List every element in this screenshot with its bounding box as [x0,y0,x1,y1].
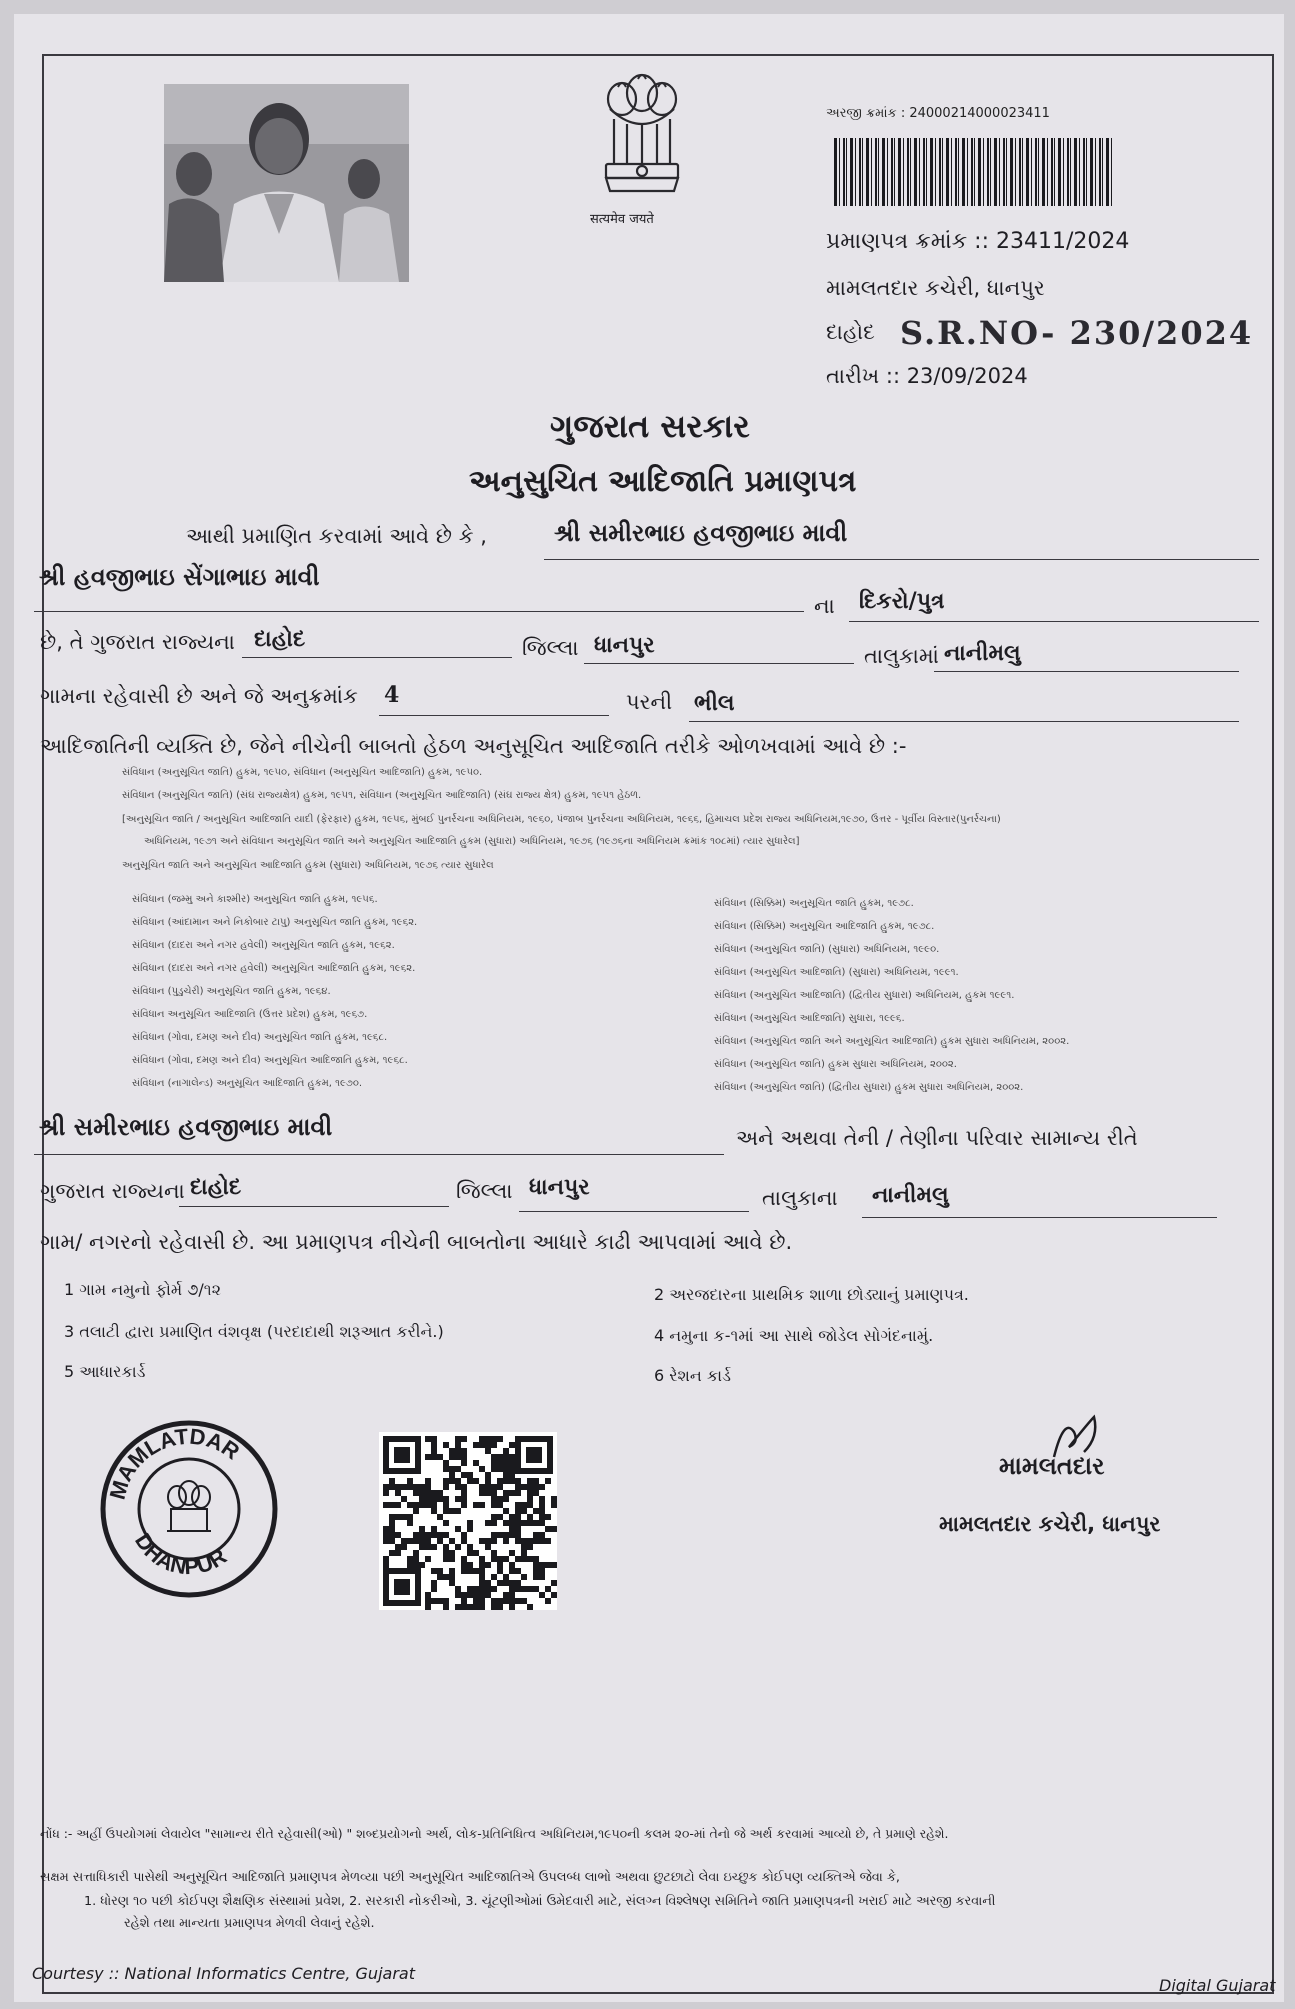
residence-village-underline [862,1217,1217,1218]
order-right-7: સંવિધાન (અનુસૂચિત જાતિ અને અનુસૂચિત આદિજાતિ) હુકમ સુધારા અધિનિયમ, ૨૦૦૨. [714,1036,1070,1047]
certificate-page [14,14,1284,2002]
residence-district-underline [179,1206,449,1207]
signature-office: મામલતદાર કચેરી, ધાનપુર [939,1512,1161,1536]
serial-suffix: પરની [626,690,673,714]
svg-text:DHANPUR [130,1529,231,1579]
taluka-underline [584,663,854,664]
note-validity: રહેશે તથા માન્યતા પ્રમાણપત્ર મેળવી લેવાનું રહેશે. [124,1916,375,1931]
residence-state-prefix: ગુજરાત રાજ્યના [40,1179,185,1203]
applicant-name: શ્રી સમીરભાઇ હવજીભાઇ માવી [554,518,848,547]
barcode [834,138,1114,206]
document-item-1: 1 ગામ નમુનો ફોર્મ ૭/૧૨ [64,1280,222,1299]
district-line: દાહોદ [826,320,875,344]
order-left-7: સંવિધાન (ગોવા, દમણ અને દીવ) અનુસૂચિત જાતિ હુકમ, ૧૯૬૮. [132,1032,388,1043]
order-right-2: સંવિધાન (સિક્કિમ) અનુસૂચિત આદિજાતિ હુકમ, ૧૯૭૮. [714,921,935,932]
village-value: નાનીમલુ [944,640,1021,666]
order-right-9: સંવિધાન (અનુસૂચિત જાતિ) (દ્વિતીય સુધારા) હુકમ સુધારા અધિનિયમ, ૨૦૦૨. [714,1082,1024,1093]
relation-prefix: ના [814,594,835,618]
footer-courtesy: Courtesy :: National Informatics Centre, Gujarat [32,1964,415,1983]
father-name-underline [34,611,804,612]
residence-name-underline [34,1154,724,1155]
order-left-3: સંવિધાન (દાદરા અને નગર હવેલી) અનુસૂચિત જાતિ હુકમ, ૧૯૬૨. [132,940,395,951]
order-line-1: સંવિધાન (અનુસૂચિત જાતિ) હુકમ, ૧૯૫૦, સંવિધાન (અનુસૂચિત આદિજાતિ) હુકમ, ૧૯૫૦. [122,767,483,778]
applicant-name-underline [544,559,1259,560]
note-benefits-list: 1. ધોરણ ૧૦ પછી કોઈપણ શૈક્ષણિક સંસ્થામાં પ્રવેશ, 2. સરકારી નોકરીઓ, 3. ચૂંટણીઓમાં ઉમેદવારી માટે, સંલગ્ન વિશ્લેષણ સમિતિને જાતિ પ્રમાણપત્રની ખરાઈ માટે અરજી કરવાની [84,1894,996,1909]
document-item-3: 3 તલાટી દ્વારા પ્રમાણિત વંશવૃક્ષ (પરદાદાથી શરૂઆત કરીને.) [64,1322,444,1341]
residence-district-label: જિલ્લા [456,1179,513,1203]
order-left-1: સંવિધાન (જમ્મુ અને કાશ્મીર) અનુસૂચિત જાતિ હુકમ, ૧૯૫૬. [132,894,378,905]
order-left-8: સંવિધાન (ગોવા, દમણ અને દીવ) અનુસૂચિત આદિજાતિ હુકમ, ૧૯૬૮. [132,1055,408,1066]
certificate-title: અનુસુચિત આદિજાતિ પ્રમાણપત્ર [469,464,857,499]
basis-line: ગામ/ નગરનો રહેવાસી છે. આ પ્રમાણપત્ર નીચેની બાબતોના આધારે કાઢી આપવામાં આવે છે. [40,1230,793,1254]
state-prefix: છે, તે ગુજરાત રાજ્યના [40,630,235,654]
taluka-value: ધાનપુર [594,632,655,658]
order-line-4: અધિનિયમ, ૧૯૭૧ અને સંવિધાન અનુસૂચિત જાતિ અને અનુસૂચિત આદિજાતિ હુકમ (સુધારા) અધિનિયમ, ૧૯૭૬ (૧૯૭૬ના અધિનિયમ ક્રમાંક ૧૦૮માં) ત્યાર સુધારેલ] [144,836,800,847]
emblem-motto: सत्यमेव जयते [590,212,654,227]
family-suffix: અને અથવા તેની / તેણીના પરિવાર સામાન્ય રીતે [736,1126,1138,1150]
residence-taluka-value: ધાનપુર [529,1174,590,1200]
footer-brand: Digital Gujarat [1159,1976,1276,1995]
document-item-5: 5 આધારકાર્ડ [64,1362,146,1381]
order-right-4: સંવિધાન (અનુસૂચિત આદિજાતિ) (સુધારા) અધિનિયમ, ૧૯૯૧. [714,967,959,978]
relation-underline [849,621,1259,622]
resident-prefix: ગામના રહેવાસી છે અને જે અનુક્રમાંક [40,684,358,708]
government-title: ગુજરાત સરકાર [550,407,750,445]
attestation-prefix: આથી પ્રમાણિત કરવામાં આવે છે કે , [186,524,487,548]
application-number: અરજી ક્રમાંક : 24000214000023411 [826,106,1050,121]
village-underline [934,671,1239,672]
taluka-label: તાલુકામાં [864,644,939,668]
issue-date: તારીખ :: 23/09/2024 [826,364,1028,388]
seal-top-text: MAMLATDAR [104,1423,245,1503]
tribe-underline [689,721,1239,722]
residence-name: શ્રી સમીરભાઇ હવજીભાઇ માવી [39,1112,333,1141]
national-emblem-icon [592,69,692,229]
serial-underline [379,715,609,716]
order-left-4: સંવિધાન (દાદરા અને નગર હવેલી) અનુસૂચિત આદિજાતિ હુકમ, ૧૯૬૨. [132,963,416,974]
residence-district-value: દાહોદ [190,1174,242,1200]
father-name: શ્રી હવજીભાઇ સેંગાભાઇ માવી [39,562,320,591]
applicant-photo [164,84,409,282]
order-line-2: સંવિધાન (અનુસૂચિત જાતિ) (સંઘ રાજ્યક્ષેત્ર) હુકમ, ૧૯૫૧, સંવિધાન (અનુસૂચિત આદિજાતિ) (સંઘ રાજ્ય ક્ષેત્ર) હુકમ, ૧૯૫૧ હેઠળ. [122,790,642,801]
note-usual-resident: નોંધ :- અહીં ઉપયોગમાં લેવાયેલ "સામાન્ય રીતે રહેવાસી(ઓ) " શબ્દપ્રયોગનો અર્થ, લોક-પ્રતિનિધિત્વ અધિનિયમ,૧૯૫૦ની કલમ ૨૦-માં તેનો જે અર્થ કરવામાં આવ્યો છે, તે પ્રમાણે રહેશે. [40,1826,949,1841]
seal-bottom-text: DHANPUR [130,1528,231,1580]
handwritten-sr-number: S.R.NO- 230/2024 [900,314,1254,352]
order-right-5: સંવિધાન (અનુસૂચિત આદિજાતિ) (દ્વિતીય સુધારા) અધિનિયમ, હુકમ ૧૯૯૧. [714,990,1015,1001]
order-line-3: [અનુસૂચિત જાતિ / અનુસૂચિત આદિજાતિ યાદી (ફેરફાર) હુકમ, ૧૯૫૬, મુંબઈ પુનર્રચના અધિનિયમ, ૧૯૬૦, પંજાબ પુનર્રચના અધિનિયમ, ૧૯૬૬, હિમાચલ પ્રદેશ રાજ્ય અધિનિયમ,૧૯૭૦, ઉત્તર - પૂર્વીય વિસ્તાર(પુનર્રચના) [122,814,1001,825]
district-value: દાહોદ [254,626,306,652]
order-left-6: સંવિધાન અનુસૂચિત આદિજાતિ (ઉત્તર પ્રદેશ) હુકમ, ૧૯૬૭. [132,1009,368,1020]
document-item-4: 4 નમુના ક-૧માં આ સાથે જોડેલ સોગંદનામું. [654,1326,934,1345]
certificate-number: પ્રમાણપત્ર ક્રમાંક :: 23411/2024 [826,229,1130,254]
tribe-line: આદિજાતિની વ્યક્તિ છે, જેને નીચેની બાબતો હેઠળ અનુસૂચિત આદિજાતિ તરીકે ઓળખવામાં આવે છે :- [40,734,907,758]
order-right-6: સંવિધાન (અનુસૂચિત આદિજાતિ) સુધારા, ૧૯૯૬. [714,1013,905,1024]
svg-text:MAMLATDAR [105,1424,245,1502]
order-left-2: સંવિધાન (આંદામાન અને નિકોબાર ટાપુ) અનુસૂચિત જાતિ હુકમ, ૧૯૬૨. [132,917,418,928]
district-label: જિલ્લા [522,636,579,660]
relation-value: દિકરો/પુત્ર [859,588,945,614]
district-underline [242,657,512,658]
tribe-value: ભીલ [694,690,735,716]
document-item-6: 6 રેશન કાર્ડ [654,1366,731,1385]
residence-taluka-underline [519,1211,749,1212]
residence-taluka-label: તાલુકાના [762,1186,838,1210]
mamlatdar-seal [99,1419,279,1599]
residence-village-value: નાનીમલુ [872,1182,949,1208]
serial-value: 4 [384,682,400,708]
order-line-5: અનુસૂચિત જાતિ અને અનુસૂચિત આદિજાતિ હુકમ (સુધારા) અધિનિયમ, ૧૯૭૬ ત્યાર સુધારેલ [122,860,494,871]
qr-code [379,1432,557,1610]
note-competent-authority: સક્ષમ સત્તાધિકારી પાસેથી અનુસૂચિત આદિજાતિ પ્રમાણપત્ર મેળવ્યા પછી અનુસૂચિત આદિજાતિએ ઉપલબ્ધ લાભો અથવા છુટછાટો લેવા ઇચ્છુક કોઈપણ વ્યક્તિએ જેવા કે, [40,1870,900,1885]
office-line: મામલતદાર કચેરી, ધાનપુર [826,276,1045,300]
order-right-1: સંવિધાન (સિક્કિમ) અનુસૂચિત જાતિ હુકમ, ૧૯૭૮. [714,898,914,909]
document-item-2: 2 અરજદારના પ્રાથમિક શાળા છોડ્યાનું પ્રમાણપત્ર. [654,1285,969,1304]
order-right-8: સંવિધાન (અનુસૂચિત જાતિ) હુકમ સુધારા અધિનિયમ, ૨૦૦૨. [714,1059,957,1070]
order-right-3: સંવિધાન (અનુસૂચિત જાતિ) (સુધારા) અધિનિયમ, ૧૯૯૦. [714,944,940,955]
order-left-9: સંવિધાન (નાગાલેન્ડ) અનુસૂચિત આદિજાતિ હુકમ, ૧૯૭૦. [132,1078,363,1089]
signature-designation: મામલતદાર [999,1452,1105,1480]
order-left-5: સંવિધાન (પુડુચેરી) અનુસૂચિત જાતિ હુકમ, ૧૯૬૪. [132,986,331,997]
